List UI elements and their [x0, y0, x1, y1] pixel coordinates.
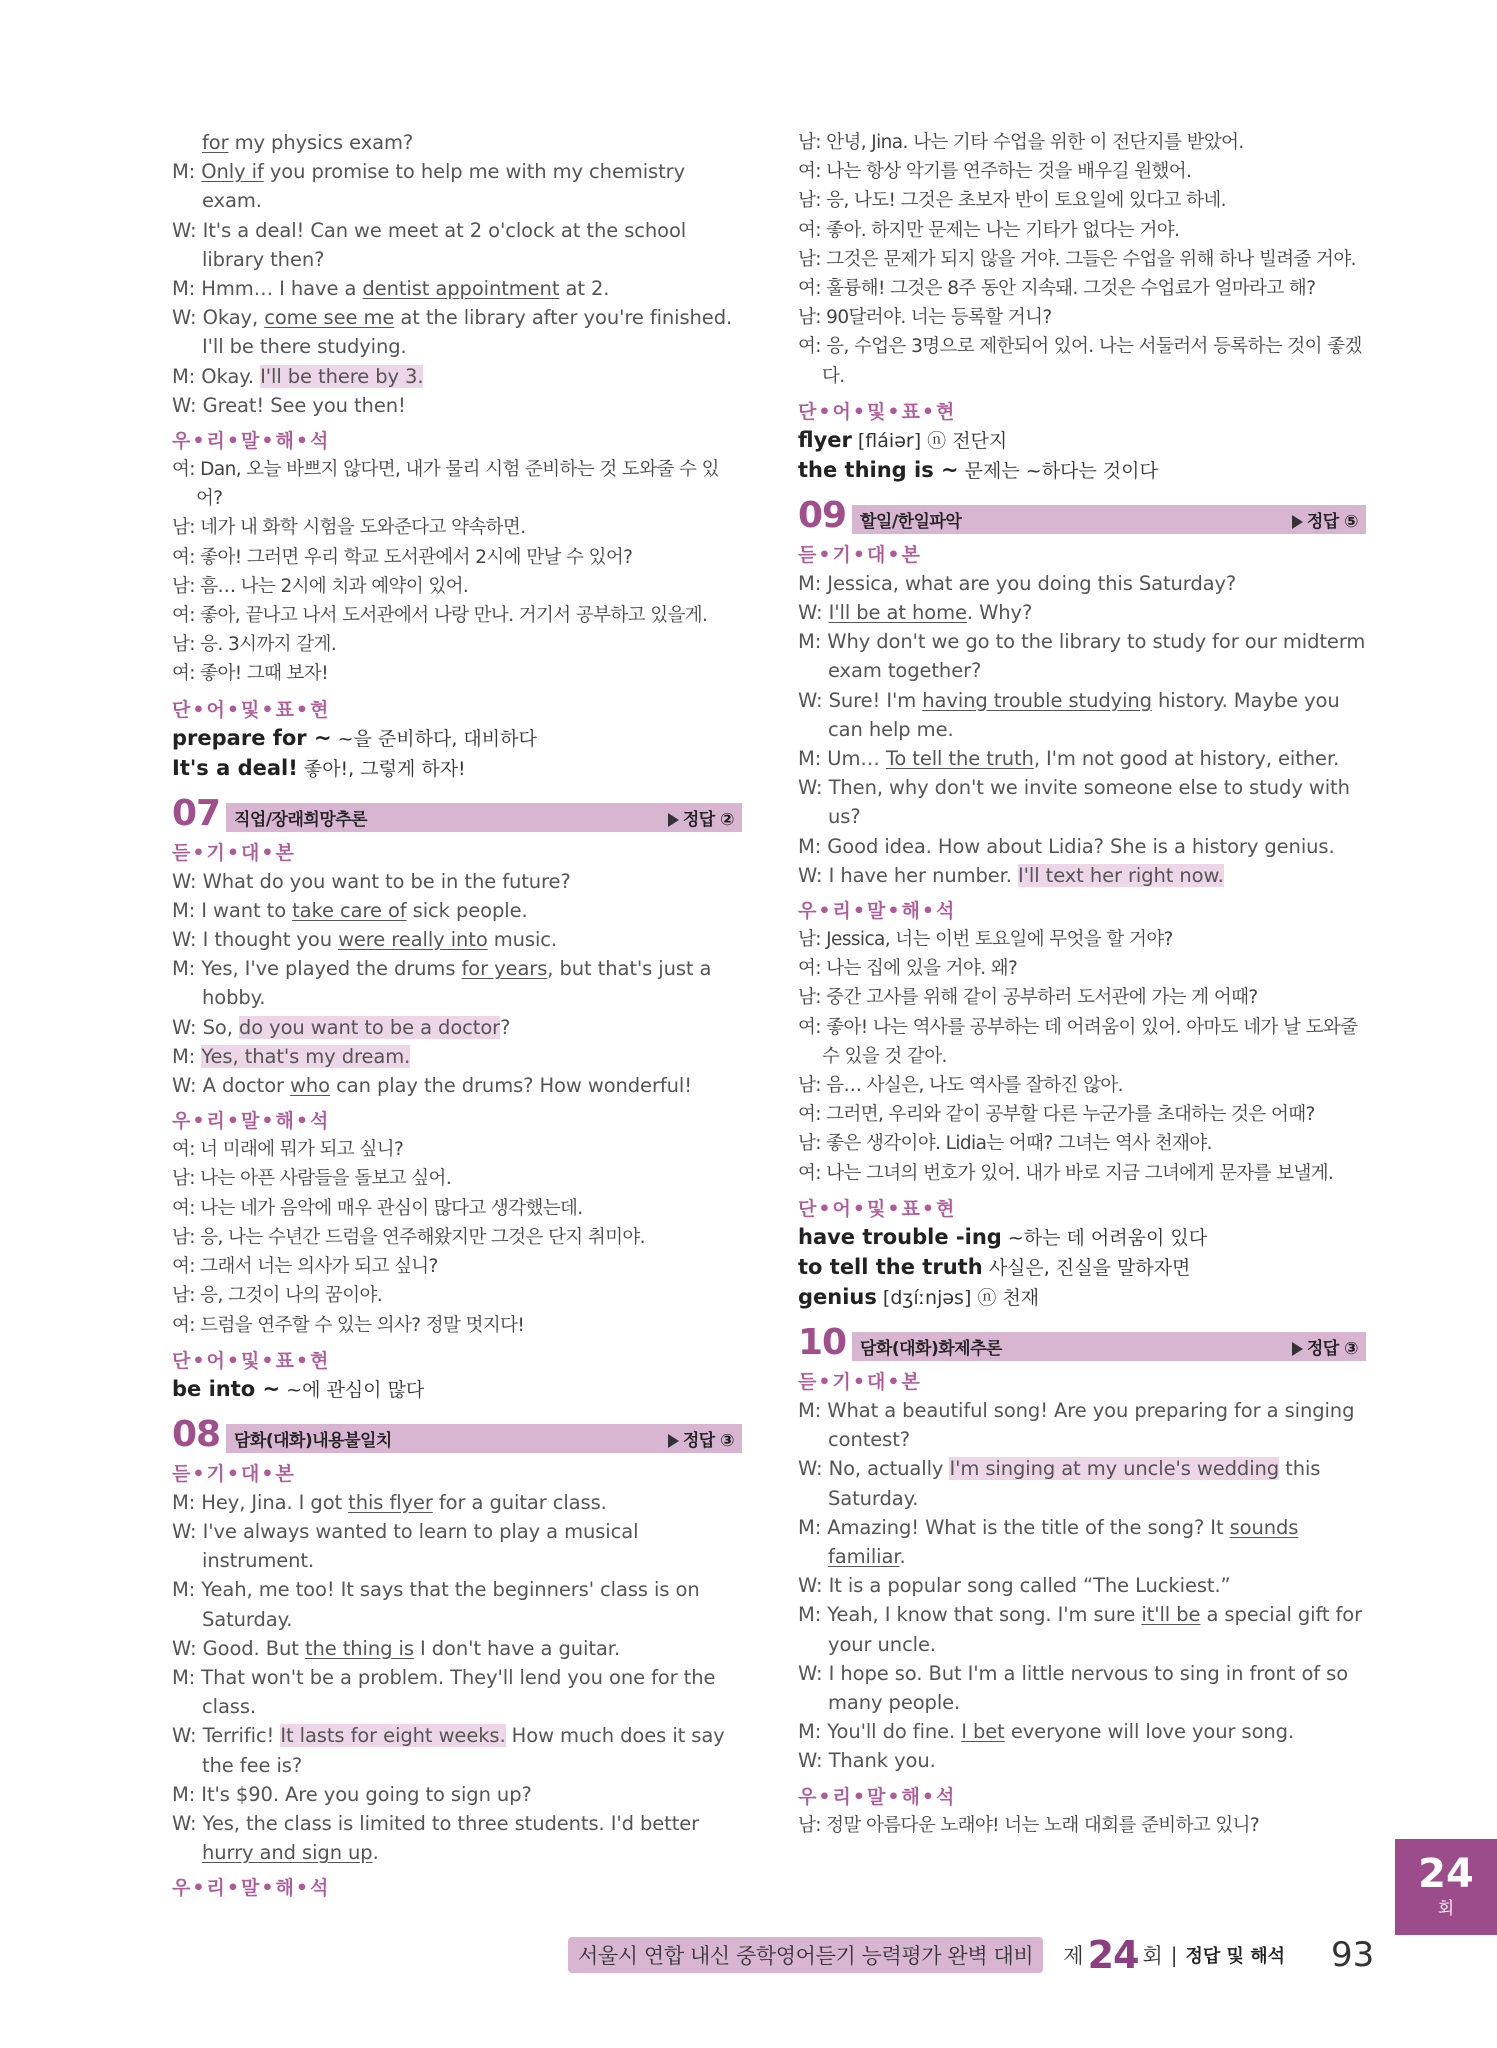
dialogue-line: [798, 1717, 1366, 1746]
translation-line: 남: 응, 나도! 그것은 초보자 반이 토요일에 있다고 하네.: [798, 190, 1226, 212]
dialogue-line: [798, 598, 1366, 627]
vocab-item: [798, 426, 1366, 456]
dialogue-line: [798, 744, 1366, 773]
translation-label: 우•리•말•해•석: [172, 1110, 331, 1133]
vocab-q09: [798, 1223, 1366, 1313]
speaker-label: M:: [798, 1603, 828, 1627]
dialogue-line: [172, 925, 742, 954]
translation-line: 남: 정말 아름다운 노래야! 너는 노래 대회를 준비하고 있니?: [798, 1814, 1260, 1836]
translation-q08: [798, 128, 1366, 391]
translation-line: 여: 훌륭해! 그것은 8주 동안 지속돼. 그것은 수업료가 얼마라고 해?: [798, 278, 1316, 300]
speaker-label: W:: [798, 1457, 829, 1481]
tab-number: 24: [1418, 1851, 1474, 1897]
question-number: 08: [172, 1413, 221, 1455]
speaker-label: M:: [798, 747, 828, 771]
speaker-label: W:: [798, 1749, 829, 1773]
triangle-icon: [668, 813, 679, 827]
speaker-label: M:: [798, 571, 828, 595]
translation-line: 남: 응, 나는 수년간 드럼을 연주해왔지만 그것은 단지 취미야.: [172, 1226, 645, 1248]
script-label: 듣•기•대•본: [798, 543, 922, 566]
translation-label: 우•리•말•해•석: [798, 1785, 957, 1808]
triangle-icon: [1292, 515, 1303, 529]
dialogue-line: [172, 274, 742, 303]
question-header-07: [172, 792, 742, 834]
speaker-label: M:: [798, 1398, 828, 1422]
dialogue-text: Jessica, what are you doing this Saturday?: [827, 571, 1237, 595]
section-name: 정답 및 해석: [1185, 1946, 1285, 1967]
triangle-icon: [668, 1434, 679, 1448]
question-number: 10: [798, 1321, 847, 1363]
translation-line: 남: 그것은 문제가 되지 않을 거야. 그들은 수업을 위해 하나 빌려줄 거야.: [798, 248, 1356, 270]
vocab-label: 단•어•및•표•현: [172, 1349, 331, 1372]
translation-line: 남: Jessica, 너는 이번 토요일에 무엇을 할 거야?: [798, 929, 1173, 951]
dialogue-line: [172, 1575, 742, 1633]
dialogue-line: [798, 569, 1366, 598]
speaker-label: W:: [172, 928, 203, 952]
question-header-09: [798, 494, 1366, 536]
vocab-item: [798, 1283, 1366, 1313]
dialogue-q06-continued: [172, 128, 742, 420]
speaker-label: W:: [798, 688, 829, 712]
dialogue-text: Um…: [827, 747, 886, 771]
dialogue-text: No, actually: [828, 1457, 950, 1481]
question-number: 07: [172, 792, 221, 834]
speaker-label: W:: [172, 218, 203, 242]
dialogue-line: [172, 303, 742, 361]
question-number: 09: [798, 494, 847, 536]
dialogue-line: [172, 1071, 742, 1100]
dialogue-line: [172, 954, 742, 1012]
translation-label: 우•리•말•해•석: [172, 430, 331, 453]
translation-line: 여: 너 미래에 뭐가 되고 싶니?: [172, 1139, 404, 1161]
dialogue-text: Terrific!: [202, 1724, 281, 1748]
vocab-term: be into ~: [172, 1376, 281, 1401]
translation-line: 여: 나는 네가 음악에 매우 관심이 많다고 생각했는데.: [172, 1197, 583, 1219]
dialogue-line: [172, 1013, 742, 1042]
book-title: 서울시 연합 내신 중학영어듣기 능력평가 완벽 대비: [568, 1937, 1043, 1973]
vocab-term: prepare for ~: [172, 725, 332, 750]
speaker-label: M:: [798, 1515, 828, 1539]
dialogue-text: a special gift for your uncle.: [828, 1603, 1363, 1656]
vocab-meaning: 사실은, 진실을 말하자면: [982, 1256, 1191, 1279]
dialogue-text: Great! See you then!: [202, 393, 406, 417]
right-column: [798, 128, 1366, 1840]
translation-q07: [172, 1135, 742, 1339]
translation-line: 남: 안녕, Jina. 나는 기타 수업을 위한 이 전단지를 받았어.: [798, 132, 1244, 153]
dialogue-text: at the library after you're finished. I'll be there studying.: [202, 306, 733, 359]
translation-line: 남: 90달러야. 너는 등록할 거니?: [798, 307, 1052, 329]
speaker-label: M:: [798, 630, 828, 654]
vocab-item: [172, 1375, 742, 1405]
dialogue-line: [798, 773, 1366, 831]
vocab-meaning: [dʒíːnjəs] ⓝ 천재: [876, 1286, 1040, 1309]
highlighted-phrase: It lasts for eight weeks.: [280, 1724, 506, 1748]
answer-label: 정답 ③: [1292, 1334, 1358, 1359]
translation-line: 여: 응, 수업은 3명으로 제한되어 있어. 나는 서둘러서 등록하는 것이 좋겠다.: [798, 336, 1362, 387]
question-type: 담화(대화)내용불일치: [234, 1430, 392, 1451]
dialogue-text: It is a popular song called “The Luckiest.”: [828, 1574, 1231, 1598]
vocab-term: have trouble -ing: [798, 1224, 1002, 1249]
dialogue-line: [172, 1780, 742, 1809]
dialogue-q10: [798, 1396, 1366, 1776]
dialogue-line: [798, 1396, 1366, 1454]
dialogue-text: Amazing! What is the title of the song? It: [827, 1515, 1230, 1539]
dialogue-line: [798, 1571, 1366, 1600]
speaker-label: M:: [172, 277, 202, 301]
dialogue-text: That won't be a problem. They'll lend you one for the class.: [201, 1665, 716, 1719]
dialogue-text: sick people.: [406, 898, 528, 922]
translation-line: 여: Dan, 오늘 바쁘지 않다면, 내가 물리 시험 준비하는 것 도와줄 수 있어?: [172, 459, 719, 510]
speaker-label: M:: [172, 1044, 202, 1068]
page-footer: [568, 1933, 1374, 1977]
translation-line: 남: 음… 사실은, 나도 역사를 잘하진 않아.: [798, 1075, 1123, 1097]
translation-line: 여: 그러면, 우리와 같이 공부할 다른 누군가를 초대하는 것은 어때?: [798, 1104, 1315, 1126]
vocab-q07: [172, 1375, 742, 1405]
dialogue-text: How much does it say the fee is?: [202, 1724, 725, 1777]
translation-line: 여: 좋아! 그러면 우리 학교 도서관에서 2시에 만날 수 있어?: [172, 546, 633, 568]
translation-line: 여: 나는 항상 악기를 연주하는 것을 배우길 원했어.: [798, 161, 1192, 183]
dialogue-text: Yeah, I know that song. I'm sure: [827, 1603, 1142, 1627]
speaker-label: W:: [172, 1519, 203, 1543]
highlighted-phrase: Yes, that's my dream.: [201, 1044, 411, 1068]
dialogue-text: It's $90. Are you going to sign up?: [201, 1782, 532, 1806]
dialogue-text: Okay.: [201, 364, 261, 388]
vocab-item: [798, 1223, 1366, 1253]
dialogue-text: Then, why don't we invite someone else to study with us?: [828, 776, 1350, 829]
dialogue-line: [172, 1042, 742, 1071]
underlined-phrase: hurry and sign up: [202, 1841, 373, 1865]
translation-line: 여: 좋아! 그때 보자!: [172, 663, 329, 685]
translation-line: 남: 중간 고사를 위해 같이 공부하러 도서관에 가는 게 어때?: [798, 987, 1258, 1009]
triangle-icon: [1292, 1342, 1303, 1356]
vocab-meaning: ~에 관심이 많다: [280, 1378, 425, 1401]
dialogue-text: I have her number.: [828, 863, 1018, 887]
highlighted-phrase: I'll be there by 3.: [260, 364, 424, 388]
dialogue-line: [172, 867, 742, 896]
dialogue-text: I hope so. But I'm a little nervous to sing in front of so many people.: [828, 1661, 1349, 1714]
vocab-meaning: ~을 준비하다, 대비하다: [331, 727, 537, 750]
dialogue-q07: [172, 867, 742, 1101]
speaker-label: M:: [798, 1720, 828, 1744]
dialogue-line: [172, 896, 742, 925]
vocab-meaning: 문제는 ~하다는 것이다: [958, 459, 1158, 482]
dialogue-text: Thank you.: [828, 1749, 936, 1773]
highlighted-phrase: I'll text her right now.: [1018, 863, 1224, 887]
dialogue-line: [172, 128, 742, 157]
tab-suffix: 회: [1437, 1899, 1455, 1919]
dialogue-text: What a beautiful song! Are you preparing for a singing contest?: [827, 1398, 1355, 1452]
translation-line: 남: 좋은 생각이야. Lidia는 어때? 그녀는 역사 천재야.: [798, 1133, 1212, 1155]
translation-line: 남: 응. 3시까지 갈게.: [172, 634, 337, 656]
translation-label: 우•리•말•해•석: [172, 1877, 331, 1900]
vocab-label: 단•어•및•표•현: [172, 698, 331, 721]
round-tab: [1395, 1839, 1497, 1935]
translation-line: 여: 나는 집에 있을 거야. 왜?: [798, 958, 1018, 980]
translation-q10: [798, 1811, 1366, 1840]
question-bar: [852, 505, 1366, 534]
dialogue-text: my physics exam?: [228, 131, 414, 154]
dialogue-text: history. Maybe you can help me.: [828, 688, 1340, 741]
answer-label: 정답 ③: [668, 1426, 734, 1451]
dialogue-text: It's a deal! Can we meet at 2 o'clock at the school library then?: [202, 218, 687, 271]
speaker-label: M:: [172, 898, 202, 922]
vocab-term: It's a deal!: [172, 755, 298, 780]
speaker-label: M:: [172, 1578, 202, 1602]
underlined-phrase: To tell the truth: [885, 747, 1034, 771]
vocab-q06: [172, 724, 742, 784]
vocab-item: [172, 754, 742, 784]
dialogue-text: Sure! I'm: [828, 688, 923, 712]
speaker-label: W:: [172, 1724, 203, 1748]
vocab-term: the thing is ~: [798, 457, 959, 482]
speaker-label: M:: [798, 834, 828, 858]
highlighted-phrase: do you want to be a doctor: [238, 1015, 501, 1039]
translation-line: 여: 그래서 너는 의사가 되고 싶니?: [172, 1256, 438, 1278]
question-type: 담화(대화)화제추론: [860, 1338, 1002, 1359]
script-label: 듣•기•대•본: [172, 1462, 296, 1485]
underlined-phrase: were really into: [338, 928, 488, 952]
speaker-label: W:: [172, 393, 203, 417]
answer-label: 정답 ⑤: [1292, 507, 1358, 532]
dialogue-line: [798, 832, 1366, 861]
underlined-phrase: who: [290, 1074, 331, 1098]
dialogue-line: [172, 216, 742, 274]
vocab-meaning: ~하는 데 어려움이 있다: [1001, 1226, 1208, 1249]
dialogue-text: Yeah, me too! It says that the beginners' class is on Saturday.: [201, 1578, 700, 1631]
dialogue-text: So,: [202, 1015, 239, 1039]
dialogue-text: Hmm… I have a: [201, 277, 363, 301]
underlined-phrase: take care of: [292, 898, 407, 922]
dialogue-line: [798, 1746, 1366, 1775]
translation-line: 여: 좋아. 하지만 문제는 나는 기타가 없다는 거야.: [798, 219, 1180, 241]
question-type: 할일/한일파악: [860, 511, 962, 532]
underlined-phrase: having trouble studying: [922, 688, 1152, 712]
underlined-phrase: for years: [461, 957, 548, 981]
vocab-label: 단•어•및•표•현: [798, 1197, 957, 1220]
translation-line: 남: 나는 아픈 사람들을 돌보고 싶어.: [172, 1168, 452, 1190]
dialogue-text: can play the drums? How wonderful!: [330, 1074, 692, 1098]
dialogue-line: [172, 1809, 742, 1867]
dialogue-text: at 2.: [559, 277, 610, 301]
translation-line: 여: 나는 그녀의 번호가 있어. 내가 바로 지금 그녀에게 문자를 보낼게.: [798, 1162, 1334, 1184]
vocab-q08: [798, 426, 1366, 486]
speaker-label: M:: [172, 364, 202, 388]
dialogue-line: [798, 1659, 1366, 1717]
dialogue-line: [172, 1721, 742, 1779]
dialogue-text: Good. But: [202, 1636, 305, 1660]
question-header-10: [798, 1321, 1366, 1363]
speaker-label: W:: [172, 306, 203, 330]
speaker-label: W:: [798, 1661, 829, 1685]
dialogue-text: Yes, the class is limited to three students. I'd better: [202, 1811, 700, 1835]
dialogue-line: [172, 1517, 742, 1575]
round-prefix: 제: [1063, 1944, 1084, 1968]
dialogue-text: you promise to help me with my chemistry exam.: [202, 160, 686, 213]
underlined-phrase: this flyer: [348, 1490, 433, 1514]
script-label: 듣•기•대•본: [798, 1370, 922, 1393]
dialogue-line: [172, 362, 742, 391]
dialogue-line: [798, 1513, 1366, 1571]
left-column: [172, 128, 742, 1902]
dialogue-text: A doctor: [202, 1074, 291, 1098]
dialogue-line: [798, 1600, 1366, 1658]
dialogue-line: [172, 1663, 742, 1721]
dialogue-text: I want to: [201, 898, 293, 922]
answer-label: 정답 ②: [668, 805, 734, 830]
speaker-label: W:: [172, 1636, 203, 1660]
speaker-label: W:: [172, 1811, 203, 1835]
underlined-phrase: the thing is: [304, 1636, 414, 1660]
translation-line: 남: 흠… 나는 2시에 치과 예약이 있어.: [172, 575, 469, 597]
speaker-label: W:: [172, 1015, 203, 1039]
vocab-meaning: [fláiər] ⓝ 전단지: [851, 429, 1008, 452]
speaker-label: M:: [172, 160, 202, 184]
vocab-label: 단•어•및•표•현: [798, 400, 957, 423]
round-suffix: 회: [1142, 1944, 1163, 1968]
footer-separator: |: [1170, 1943, 1178, 1967]
speaker-label: W:: [172, 1074, 203, 1098]
translation-line: 여: 드럼을 연주할 수 있는 의사? 정말 멋지다!: [172, 1314, 525, 1336]
dialogue-text: . Why?: [966, 601, 1033, 625]
dialogue-text: Yes, I've played the drums: [201, 957, 462, 981]
dialogue-line: [172, 391, 742, 420]
translation-q09: [798, 925, 1366, 1188]
underlined-phrase: I bet: [961, 1720, 1005, 1744]
speaker-label: W:: [172, 869, 203, 893]
dialogue-text: music.: [487, 928, 558, 952]
speaker-label: M:: [172, 957, 202, 981]
highlighted-phrase: I'm singing at my uncle's wedding: [949, 1457, 1280, 1481]
dialogue-text: this Saturday.: [828, 1457, 1321, 1510]
speaker-label: M:: [172, 1782, 202, 1806]
translation-label: 우•리•말•해•석: [798, 900, 957, 923]
dialogue-line: [172, 1634, 742, 1663]
vocab-term: flyer: [798, 427, 852, 452]
speaker-label: M:: [172, 1665, 202, 1689]
underlined-phrase: it'll be: [1141, 1603, 1201, 1627]
dialogue-text: Good idea. How about Lidia? She is a history genius.: [827, 834, 1335, 858]
underlined-phrase: dentist appointment: [362, 277, 560, 301]
translation-q06: [172, 455, 742, 689]
dialogue-text: Why don't we go to the library to study for our midterm exam together?: [827, 630, 1366, 683]
dialogue-q09: [798, 569, 1366, 890]
dialogue-text: You'll do fine.: [827, 1720, 962, 1744]
question-bar: [226, 803, 742, 832]
vocab-item: [798, 1253, 1366, 1283]
vocab-item: [172, 724, 742, 754]
vocab-meaning: 좋아!, 그렇게 하자!: [297, 757, 466, 780]
vocab-item: [798, 456, 1366, 486]
underlined-phrase: I'll be at home: [828, 601, 967, 625]
page-number: 93: [1330, 1935, 1375, 1975]
dialogue-text: Okay,: [202, 306, 265, 330]
dialogue-text: ?: [500, 1015, 511, 1039]
translation-line: 여: 좋아, 끝나고 나서 도서관에서 나랑 만나. 거기서 공부하고 있을게.: [172, 605, 708, 627]
dialogue-text: .: [899, 1544, 906, 1568]
speaker-label: W:: [798, 1574, 829, 1598]
dialogue-text: I thought you: [202, 928, 339, 952]
translation-line: 여: 좋아! 나는 역사를 공부하는 데 어려움이 있어. 아마도 네가 날 도와줄 수 있을 것 같아.: [798, 1016, 1358, 1067]
speaker-label: W:: [798, 863, 829, 887]
vocab-term: genius: [798, 1284, 877, 1309]
underlined-phrase: come see me: [264, 306, 395, 330]
dialogue-line: [798, 627, 1366, 685]
dialogue-line: [172, 157, 742, 215]
dialogue-text: I don't have a guitar.: [413, 1636, 620, 1660]
dialogue-text: , but that's just a hobby.: [202, 957, 712, 1010]
dialogue-line: [798, 861, 1366, 890]
dialogue-line: [172, 1488, 742, 1517]
script-label: 듣•기•대•본: [172, 841, 296, 864]
underlined-phrase: for: [202, 131, 229, 154]
speaker-label: M:: [172, 1490, 202, 1514]
dialogue-text: , I'm not good at history, either.: [1033, 747, 1340, 771]
dialogue-text: for a guitar class.: [432, 1490, 607, 1514]
question-bar: [852, 1332, 1366, 1361]
underlined-phrase: Only if: [201, 160, 264, 184]
dialogue-line: [798, 1454, 1366, 1512]
dialogue-text: What do you want to be in the future?: [202, 869, 571, 893]
speaker-label: W:: [798, 776, 829, 800]
question-header-08: [172, 1413, 742, 1455]
dialogue-line: [798, 686, 1366, 744]
dialogue-q08: [172, 1488, 742, 1868]
dialogue-text: everyone will love your song.: [1004, 1720, 1295, 1744]
dialogue-text: I've always wanted to learn to play a musical instrument.: [202, 1519, 639, 1573]
translation-line: 남: 응, 그것이 나의 꿈이야.: [172, 1285, 383, 1307]
vocab-term: to tell the truth: [798, 1254, 983, 1279]
underlined-phrase: sounds familiar: [828, 1515, 1299, 1568]
dialogue-text: Hey, Jina. I got: [201, 1490, 349, 1514]
speaker-label: W:: [798, 601, 829, 625]
round-number: 24: [1087, 1933, 1139, 1977]
translation-line: 남: 네가 내 화학 시험을 도와준다고 약속하면.: [172, 517, 526, 539]
dialogue-text: .: [372, 1841, 379, 1865]
question-type: 직업/장래희망추론: [234, 809, 368, 830]
question-bar: [226, 1424, 742, 1453]
